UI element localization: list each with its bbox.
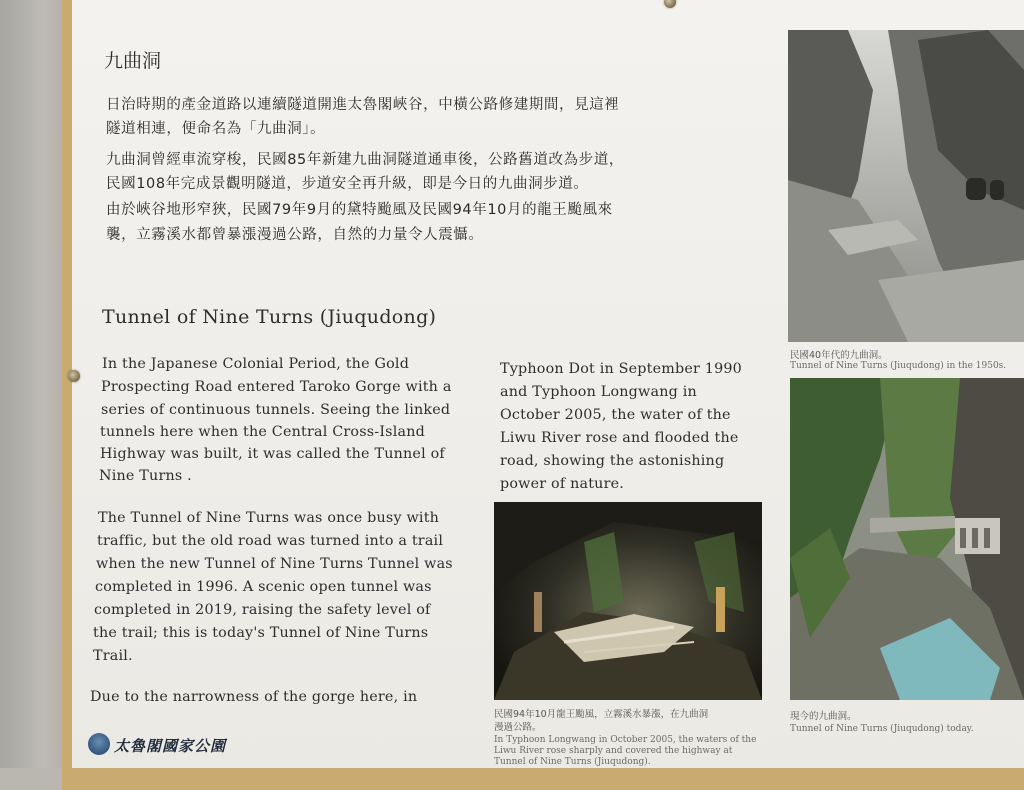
para2-en-line-7: Trail. bbox=[93, 648, 133, 664]
body-zh-line-1: 日治時期的產金道路以連續隧道開進太魯閣峽谷，中橫公路修建期間，見這裡 bbox=[106, 97, 620, 113]
body-zh-line-6: 襲，立霧溪水都曾暴漲漫過公路，自然的力量令人震懾。 bbox=[106, 227, 484, 243]
title-en: Tunnel of Nine Turns (Jiuqudong) bbox=[102, 306, 437, 328]
para2-en-line-4: completed in 1996. A scenic open tunnel was bbox=[95, 579, 432, 595]
caption-flood-zh-2: 漫過公路。 bbox=[494, 722, 542, 733]
para3-cont-line-3: October 2005, the water of the bbox=[500, 407, 731, 423]
para1-en-line-3: series of continuous tunnels. Seeing the linked bbox=[101, 402, 451, 418]
caption-today-zh: 現今的九曲洞。 bbox=[790, 711, 857, 722]
caption-1950s-en: Tunnel of Nine Turns (Jiuqudong) in the 1950s. bbox=[790, 361, 1007, 371]
screw-left bbox=[68, 370, 80, 382]
body-zh-line-3: 九曲洞曾經車流穿梭，民國85年新建九曲洞隧道通車後，公路舊道改為步道， bbox=[106, 152, 624, 168]
para3-cont-line-6: power of nature. bbox=[500, 476, 625, 492]
para1-en-line-1: In the Japanese Colonial Period, the Gold bbox=[102, 356, 410, 372]
para2-en-line-1: The Tunnel of Nine Turns was once busy with bbox=[98, 510, 440, 526]
photo-today-gorge bbox=[790, 378, 1024, 700]
title-zh: 九曲洞 bbox=[104, 50, 162, 72]
photo-1950s-gorge bbox=[788, 30, 1024, 342]
park-logo-text: 太魯閣國家公園 bbox=[114, 737, 227, 755]
para2-en-line-2: traffic, but the old road was turned into a trail bbox=[97, 533, 444, 549]
body-zh-line-4: 民國108年完成景觀明隧道，步道安全再升級，即是今日的九曲洞步道。 bbox=[106, 176, 589, 192]
caption-flood-en-1: In Typhoon Longwang in October 2005, the waters of the bbox=[494, 735, 757, 745]
para3-cont-line-4: Liwu River rose and flooded the bbox=[500, 430, 739, 446]
para2-en-line-3: when the new Tunnel of Nine Turns Tunnel was bbox=[96, 556, 453, 572]
para2-en-line-5: completed in 2019, raising the safety level of bbox=[94, 602, 431, 618]
para3-en-line-1: Due to the narrowness of the gorge here, in bbox=[90, 689, 418, 705]
body-zh-line-2: 隧道相連，便命名為「九曲洞」。 bbox=[106, 121, 326, 137]
caption-flood-zh-1: 民國94年10月龍王颱風，立霧溪水暴漲，在九曲洞 bbox=[494, 709, 709, 720]
park-logo-icon bbox=[88, 733, 110, 755]
para3-cont-line-2: and Typhoon Longwang in bbox=[500, 384, 697, 400]
para3-cont-line-1: Typhoon Dot in September 1990 bbox=[500, 361, 742, 377]
para1-en-line-5: Highway was built, it was called the Tunnel of bbox=[100, 446, 445, 462]
caption-1950s-zh: 民國40年代的九曲洞。 bbox=[790, 350, 888, 361]
caption-flood-en-2: Liwu River rose sharply and covered the highway at bbox=[494, 746, 733, 756]
caption-today-en: Tunnel of Nine Turns (Jiuqudong) today. bbox=[790, 724, 974, 734]
photo-flood-2005 bbox=[494, 502, 762, 700]
body-zh-line-5: 由於峽谷地形窄狹，民國79年9月的黛特颱風及民國94年10月的龍王颱風來 bbox=[106, 202, 613, 218]
caption-flood-en-3: Tunnel of Nine Turns (Jiuqudong). bbox=[494, 757, 651, 767]
para1-en-line-6: Nine Turns . bbox=[99, 468, 192, 484]
wall-background bbox=[0, 0, 62, 768]
para2-en-line-6: the trail; this is today's Tunnel of Nine Turns bbox=[93, 625, 429, 641]
para1-en-line-2: Prospecting Road entered Taroko Gorge with a bbox=[101, 379, 452, 395]
para3-cont-line-5: road, showing the astonishing bbox=[500, 453, 725, 469]
para1-en-line-4: tunnels here when the Central Cross-Island bbox=[100, 424, 425, 440]
